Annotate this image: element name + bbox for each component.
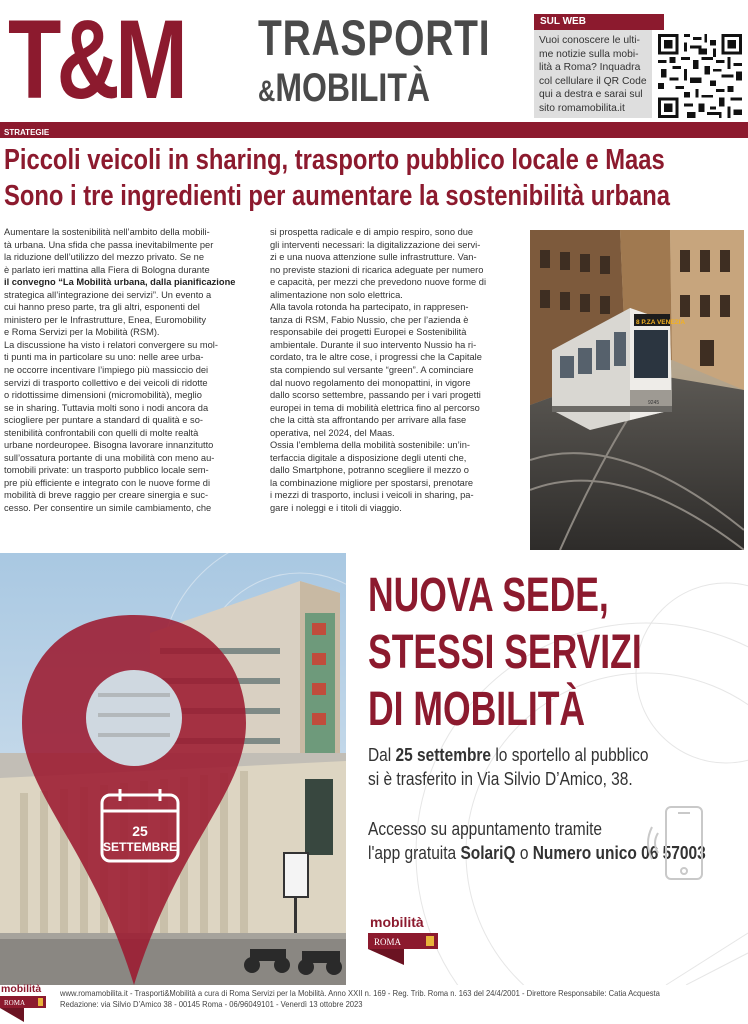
ad-line-4-pre: l'app gratuita [368, 843, 461, 863]
web-box [534, 30, 652, 118]
qr-code-icon[interactable] [656, 34, 744, 118]
article-column-2 [270, 226, 526, 515]
body-line: terfaccia digitale a disposizione degli utenti che, [270, 452, 467, 463]
smartphone-icon [646, 801, 710, 891]
body-line: sull’ossatura portante di una mobilità con meno au- [4, 452, 215, 463]
ad-title [368, 567, 738, 738]
body-line: che la città sta affrontando per arrivare alla fase [270, 415, 467, 426]
body-line: La discussione ha visto i relatori convergere su mol- [4, 339, 218, 350]
headline-line-2: Sono i tre ingredienti per aumentare la sostenibilità urbana [4, 180, 670, 212]
body-line [4, 276, 262, 289]
body-line: dallo scorso settembre, passando per i vari progetti [270, 390, 481, 401]
headline-line-1: Piccoli veicoli in sharing, trasporto pubblico locale e Maas [4, 144, 665, 176]
body-line: ti punti ma in particolare su uno: nelle aree urba- [4, 352, 204, 363]
ad-line-1-post: lo sportello al pubblico [491, 745, 649, 765]
body-line: è parlato ieri mattina alla Fiera di Bologna durante [4, 264, 210, 275]
body-line: operativa, nel 2024, del Maas. [270, 427, 395, 438]
body-line: dallo Smartphone, potranno scegliere il mezzo o [270, 465, 469, 476]
footer-brand-city: ROMA [4, 999, 26, 1007]
logo-tm: T&M [8, 0, 184, 122]
ad-line-2: si è trasferito in Via Silvio D’Amico, 38. [368, 769, 633, 789]
web-line: me notizie sulla mobi- [539, 48, 639, 60]
web-tag: SUL WEB [534, 14, 664, 30]
convegno-title: il convegno “La Mobilità urbana, dalla pianificazione [4, 277, 236, 288]
body-line: ambientale. Durante il suo intervento Nussio ha ri- [270, 339, 477, 350]
body-line: tanza di RSM, Fabio Nussio, che per l’azienda è [270, 314, 469, 325]
body-line: tomobili private: un trasporto pubblico locale sem- [4, 465, 209, 476]
body-line: ministero per le Infrastrutture, Enea, Euromobility [4, 314, 207, 325]
body-line: sciogliere per puntare a standard di qualità e so- [4, 415, 203, 426]
ad-title-line-2: STESSI SERVIZI [368, 626, 642, 679]
footer [0, 976, 748, 1024]
ad-date: 25 settembre [395, 745, 492, 765]
mobilita-roma-logo [0, 980, 48, 1024]
body-line: europei in tema di mobilità elettrica fino al percorso [270, 402, 480, 413]
footer-line-1: www.romamobilita.it - Trasporti&Mobilità a cura di Roma Servizi per la Mobilità. Anno XXII n. 169 - Reg. Trib. Roma n. 163 del 24/4/2001 - Direttore Responsabile: Catia Acquesta [60, 988, 660, 998]
ad-title-line-3: DI MOBILITÀ [368, 683, 586, 736]
body-line: Ossia l’emblema della mobilità sostenibile: un’in- [270, 440, 470, 451]
article-column-1 [4, 226, 262, 515]
web-line: Vuoi conoscere le ulti- [539, 35, 640, 46]
tram-destination: 8 P.ZA VENEZIA [636, 319, 686, 326]
ad-move-notice [368, 743, 748, 791]
ad-brand-logo [368, 913, 438, 970]
ad-line-1 [368, 743, 695, 767]
body-line: sta compiendo sul versante “green”. A cominciare [270, 365, 474, 376]
body-line: stenibilità confrontabili con quelli di molte realtà [4, 427, 199, 438]
body-line: la combinazione migliore per spostarsi, prenotare [270, 477, 474, 488]
body-line: dal nuovo regolamento dei monopattini, in vigore [270, 377, 471, 388]
footer-line-2: Redazione: via Silvio D’Amico 38 - 00145 Roma - 06/96049101 - Venerdì 13 ottobre 2023 [60, 999, 363, 1009]
section-tag [0, 128, 748, 138]
tram-photo [530, 230, 744, 550]
mobilita-roma-logo [368, 913, 440, 965]
ad-phone-number[interactable]: Numero unico 06 57003 [532, 843, 706, 863]
body-line: cesso. Per consentire un simile cambiamento, che [4, 503, 212, 514]
pin-month: SETTEMBRE [102, 840, 178, 854]
footer-brand-name: mobilità [1, 983, 42, 995]
ad-brand-city: ROMA [374, 937, 402, 947]
body-line: i mezzi di trasporto, inclusi i veicoli in sharing, pa- [270, 490, 474, 501]
logo-mobilita-text: MOBILITÀ [275, 66, 430, 110]
body-line: gare i noleggi e i titoli di viaggio. [270, 503, 402, 514]
building-photo [0, 553, 346, 985]
ad-line-3: Accesso su appuntamento tramite [368, 819, 603, 839]
body-line: urbane nordeuropee. Bisogna lavorare innanzitutto [4, 440, 214, 451]
ad-app-name[interactable]: SolariQ [460, 843, 516, 863]
body-line: Aumentare la sostenibilità nell’ambito della mobili- [4, 227, 210, 237]
body-line: o ridottissime dimensioni (micromobilità), meglio [4, 390, 202, 401]
logo-mobilita [258, 66, 430, 114]
body-line: si prospetta radicale e di ampio respiro, sono due [270, 227, 474, 237]
web-line: lità a Roma? Inquadra [539, 62, 641, 74]
body-line: gli interventi necessari: la digitalizzazione dei servi- [270, 239, 481, 250]
body-line: e capacità, per mezzi che prevedono nuove forme di [270, 277, 487, 288]
body-line: no previste stazioni di ricarica adeguate per numero [270, 264, 484, 275]
body-line: responsabile dei progetti Europei e Sostenibilità [270, 327, 467, 338]
web-line: qui a destra e sarai sul [539, 89, 643, 101]
web-line: sito romamobilita.it [539, 102, 625, 114]
masthead [0, 0, 748, 122]
body-line: e Roma Servizi per la Mobilità (RSM). [4, 327, 160, 338]
body-line: la riduzione dell’utilizzo del mezzo privato. Se ne [4, 252, 204, 263]
body-line: zi e una nuova attenzione sulle infrastrutture. Van- [270, 252, 477, 263]
ad-new-office [0, 553, 748, 985]
body-line: cui hanno preso parte, tra gli altri, esponenti del [4, 302, 200, 313]
web-line: col cellulare il QR Code [539, 75, 647, 87]
logo-ampersand: & [258, 75, 276, 108]
body-line: tà urbana. Una sfida che passa inevitabilmente per [4, 239, 214, 250]
body-line: ne occorre incentivare l’impiego più massiccio dei [4, 365, 209, 376]
logo-trasporti: TRASPORTI [258, 10, 491, 66]
pin-day: 25 [132, 823, 148, 839]
body-line: se in sharing. Tuttavia molti sono i nodi ancora da [4, 402, 209, 413]
footer-credits [60, 988, 712, 1010]
ad-line-1-pre: Dal [368, 745, 396, 765]
ad-brand-name: mobilità [370, 914, 424, 930]
body-line: servizi di trasporto collettivo e dei veicoli di ridotte [4, 377, 208, 388]
body-line: strategica all’integrazione dei servizi”. Un evento a [4, 289, 212, 300]
tram-number: 9245 [648, 400, 660, 406]
body-line: cordato, tra le altre cose, i progressi che la Capitale [270, 352, 482, 363]
footer-logo [0, 980, 48, 1024]
body-line: mobilità di breve raggio per creare sinergia e suc- [4, 490, 209, 501]
section-label: STRATEGIE [4, 128, 50, 137]
ad-title-line-1: NUOVA SEDE, [368, 569, 609, 622]
body-line: alimentazione non solo elettrica. [270, 289, 403, 300]
ad-line-4-mid: o [515, 843, 533, 863]
body-line: Alla tavola rotonda ha partecipato, in rappresen- [270, 302, 469, 313]
body-line: pre più efficiente e integrato con le nuove forme di [4, 477, 211, 488]
article-headline [4, 142, 746, 214]
